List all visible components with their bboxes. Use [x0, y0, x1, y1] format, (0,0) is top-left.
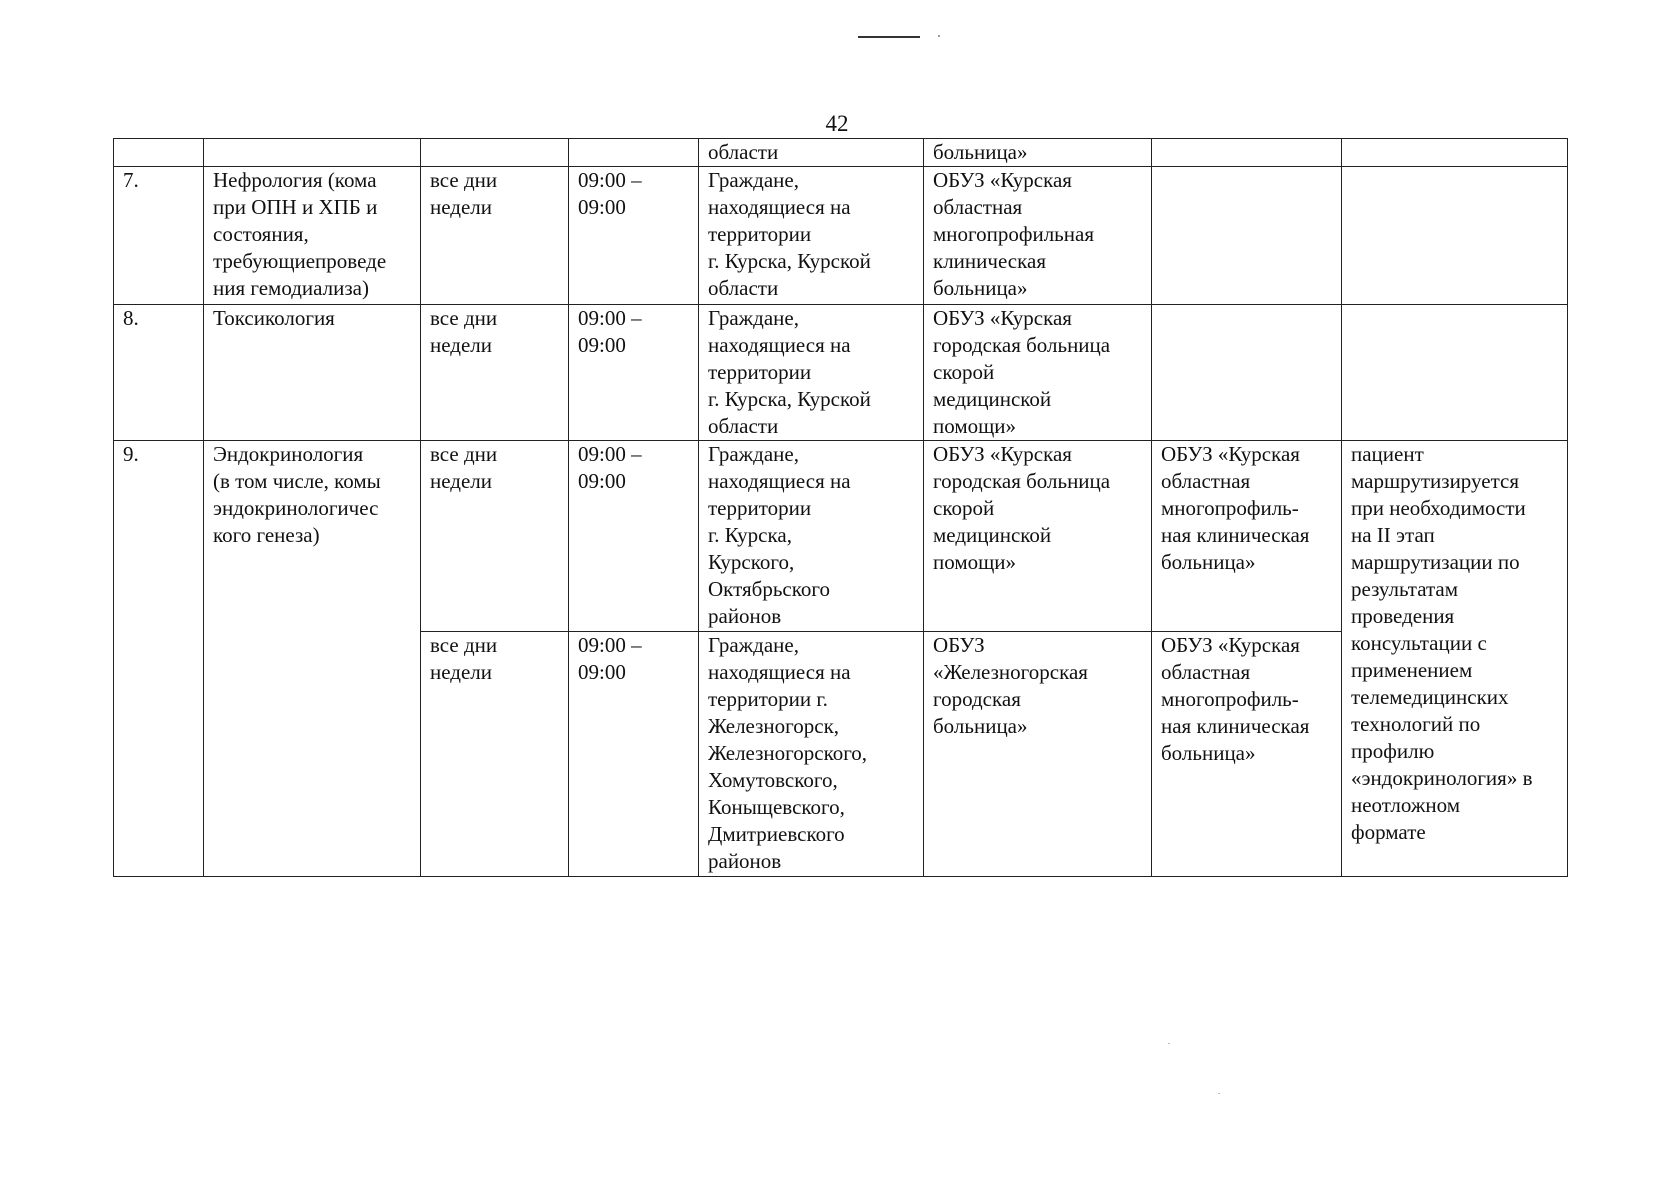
cell-institution-1: ОБУЗ «Железногорская городская больница»	[924, 632, 1152, 877]
cell-note	[1342, 305, 1568, 441]
cell-hours: 09:00 – 09:00	[569, 167, 699, 305]
cell-profile: Токсикология	[204, 305, 421, 441]
cell-days	[421, 139, 569, 167]
cell-note: пациент маршрутизируется при необходимости на II этап маршрутизации по результатам проведения консультации с применением телемедицинских технологий по профилю «эндокринология» в неотложном формате	[1342, 441, 1568, 877]
routing-table	[113, 138, 1568, 877]
cell-institution-1: больница»	[924, 139, 1152, 167]
table-row-8	[114, 305, 1568, 441]
cell-hours: 09:00 – 09:00	[569, 441, 699, 632]
cell-institution-2	[1152, 139, 1342, 167]
cell-institution-1: ОБУЗ «Курская областная многопрофильная клиническая больница»	[924, 167, 1152, 305]
cell-note	[1342, 167, 1568, 305]
table-row-9a	[114, 441, 1568, 632]
cell-institution-1: ОБУЗ «Курская городская больница скорой медицинской помощи»	[924, 305, 1152, 441]
cell-profile	[204, 139, 421, 167]
cell-population: Граждане, находящиеся на территории г. Курска, Курской области	[699, 305, 924, 441]
cell-institution-2: ОБУЗ «Курская областная многопрофиль- ная клиническая больница»	[1152, 441, 1342, 632]
cell-hours: 09:00 – 09:00	[569, 632, 699, 877]
cell-days: все дни недели	[421, 632, 569, 877]
cell-population: Граждане, находящиеся на территории г. Курска, Курского, Октябрьского районов	[699, 441, 924, 632]
cell-num: 9.	[114, 441, 204, 877]
scan-speck	[1168, 1043, 1170, 1044]
scan-speck	[1218, 1093, 1220, 1094]
cell-institution-1: ОБУЗ «Курская городская больница скорой медицинской помощи»	[924, 441, 1152, 632]
cell-population: Граждане, находящиеся на территории г. Железногорск, Железногорского, Хомутовского, Коныщевского, Дмитриевского районов	[699, 632, 924, 877]
cell-population: Граждане, находящиеся на территории г. Курска, Курской области	[699, 167, 924, 305]
cell-num: 8.	[114, 305, 204, 441]
cell-days: все дни недели	[421, 305, 569, 441]
cell-num	[114, 139, 204, 167]
page-number: 42	[825, 111, 849, 136]
cell-days: все дни недели	[421, 167, 569, 305]
cell-profile: Эндокринология (в том числе, комы эндокринологичес кого генеза)	[204, 441, 421, 877]
header-rule	[858, 36, 920, 38]
cell-note	[1342, 139, 1568, 167]
cell-hours	[569, 139, 699, 167]
cell-population: области	[699, 139, 924, 167]
cell-institution-2	[1152, 167, 1342, 305]
cell-institution-2: ОБУЗ «Курская областная многопрофиль- ная клиническая больница»	[1152, 632, 1342, 877]
cell-profile: Нефрология (кома при ОПН и ХПБ и состояния, требующиепроведе ния гемодиализа)	[204, 167, 421, 305]
table-row-7	[114, 167, 1568, 305]
cell-days: все дни недели	[421, 441, 569, 632]
header-speck	[938, 35, 940, 37]
cell-hours: 09:00 – 09:00	[569, 305, 699, 441]
table-row-continued	[114, 139, 1568, 167]
cell-num: 7.	[114, 167, 204, 305]
cell-institution-2	[1152, 305, 1342, 441]
